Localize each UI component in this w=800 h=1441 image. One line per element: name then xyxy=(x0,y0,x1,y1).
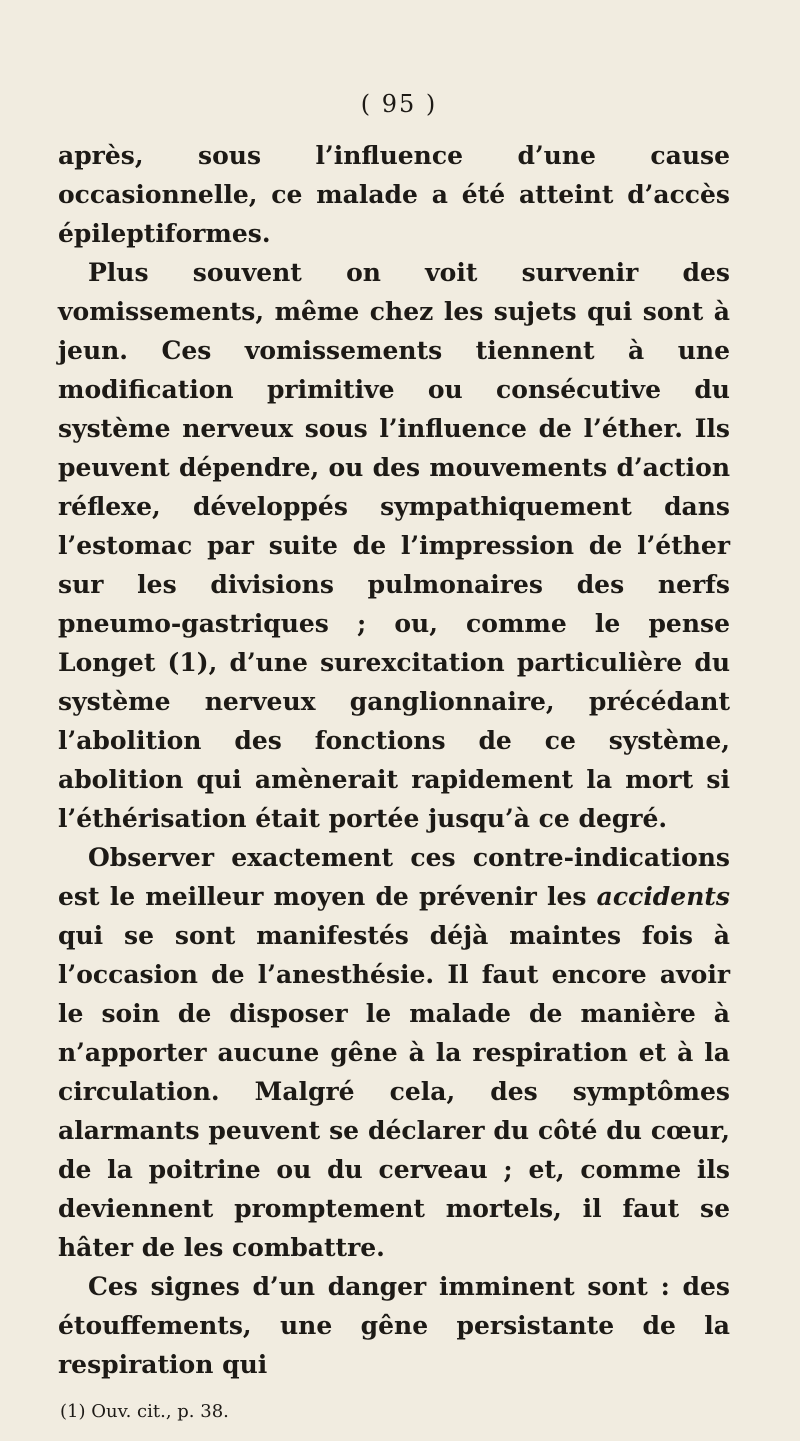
emphasis-accidents: accidents xyxy=(596,882,730,911)
paragraph-signes-danger: Ces signes d’un danger imminent sont : des étouffements, une gêne persistante de la respiration qui xyxy=(58,1272,730,1379)
paragraph-vomissements: Plus souvent on voit survenir des vomissements, même chez les sujets qui sont à jeun. Ces vomissements tiennent à une modification primitive ou consécutive du système nerveux sous l’influence de l’éther. Ils peuvent dépendre, ou des mouvements d’action réflexe, développés sympathiquement dans l’estomac par suite de l’impression de l’éther sur les divisions pulmonaires des nerfs pneumo-gastriques ; ou, comme le pense Longet (1), d’une surexcitation particulière du système nerveux ganglionnaire, précédant l’abolition des fonctions de ce système, abolition qui amènerait rapidement la mort si l’éthérisation était portée jusqu’à ce degré. xyxy=(58,258,730,833)
paragraph-text-before: Observer exactement ces contre-indications est le meilleur moyen de prévenir les xyxy=(58,843,730,911)
footnote: (1) Ouv. cit., p. 38. xyxy=(60,1401,229,1422)
paragraph-text-after: qui se sont manifestés déjà maintes fois à l’occasion de l’anesthésie. Il faut encore avoir le soin de disposer le malade de manière à n’apporter aucune gêne à la respiration et à la circulation. Malgré cela, des symptômes alarmants peuvent se déclarer du côté du cœur, de la poitrine ou du cerveau ; et, comme ils deviennent promptement mortels, il faut se hâter de les combattre. xyxy=(58,921,730,1262)
paragraph-contre-indications xyxy=(58,838,730,1267)
page-number: ( 95 ) xyxy=(360,90,438,118)
paragraph-continuation: après, sous l’influence d’une cause occasionnelle, ce malade a été atteint d’accès épileptiformes. xyxy=(58,141,730,248)
